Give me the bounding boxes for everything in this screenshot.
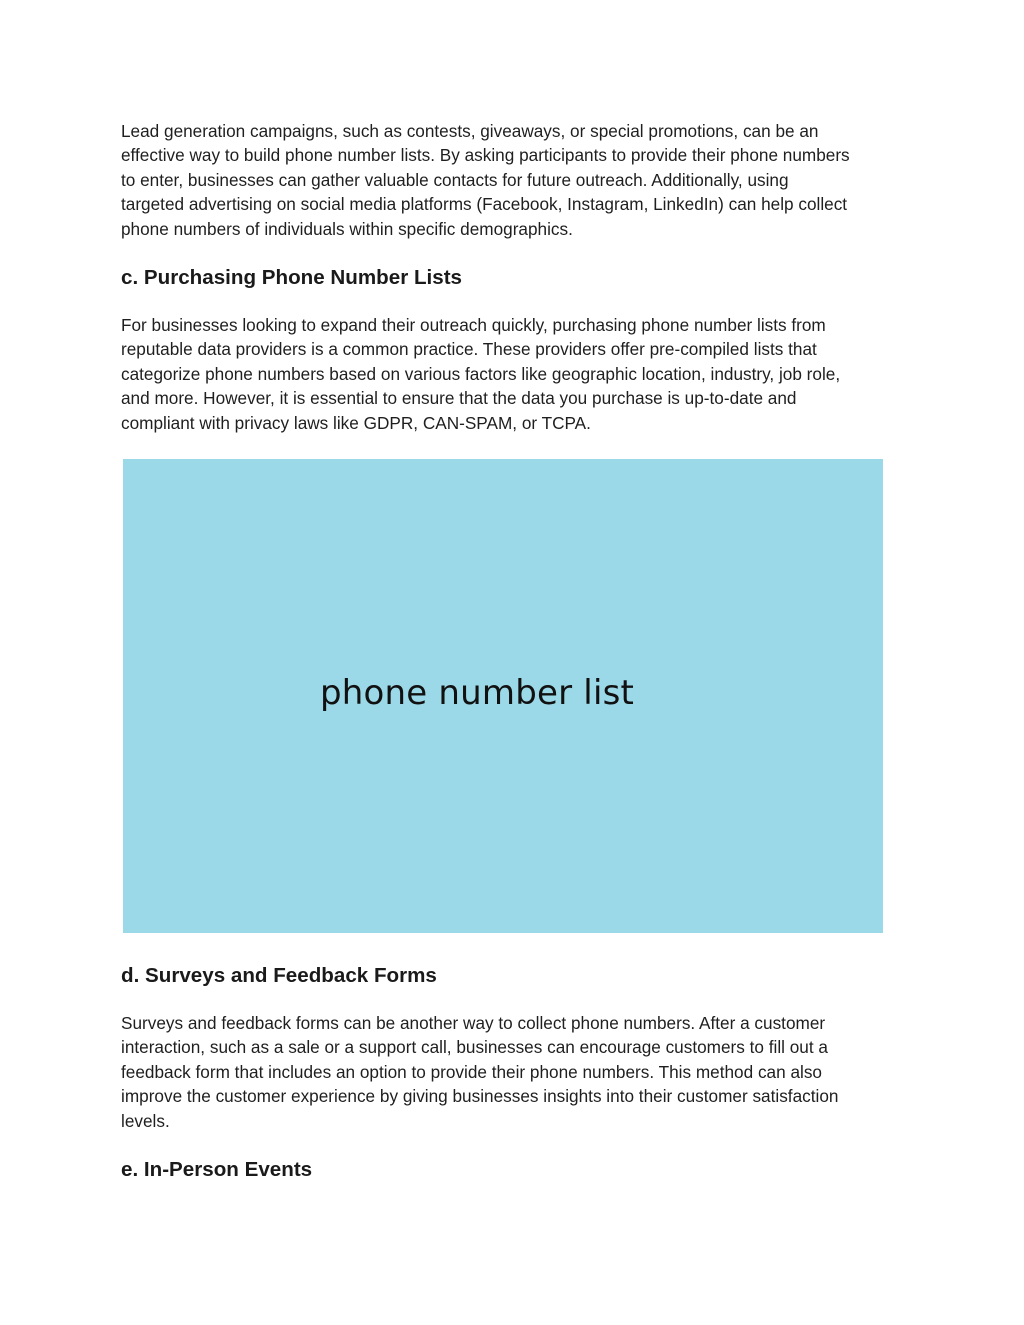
heading-surveys-and-feedback-forms: d. Surveys and Feedback Forms: [121, 964, 437, 987]
heading-in-person-events: e. In-Person Events: [121, 1158, 313, 1181]
paragraph-lead-generation: Lead generation campaigns, such as contests, giveaways, or special promotions, can be an effective way to build phone number lists. By asking participants to provide their phone numbers to enter, businesses can gather valuable contacts for future outreach. Additionally, using targeted advertising on social media platforms (Facebook, Instagram, LinkedIn) can help collect phone numbers of individuals within specific demographics.: [121, 121, 850, 239]
paragraph-purchasing: For businesses looking to expand their outreach quickly, purchasing phone number lists from reputable data providers is a common practice. These providers offer pre-compiled lists that categorize phone numbers based on various factors like geographic location, industry, job role, and more. However, it is essential to ensure that the data you purchase is up-to-date and compliant with privacy laws like GDPR, CAN-SPAM, or TCPA.: [121, 315, 841, 433]
phone-number-list-image: [123, 459, 883, 933]
image-caption: phone number list: [320, 673, 635, 713]
heading-purchasing-phone-number-lists: c. Purchasing Phone Number Lists: [121, 266, 463, 289]
paragraph-surveys: Surveys and feedback forms can be another way to collect phone numbers. After a customer interaction, such as a sale or a support call, businesses can encourage customers to fill out a feedback form that includes an option to provide their phone numbers. This method can also improve the customer experience by giving businesses insights into their customer satisfaction levels.: [121, 1013, 839, 1131]
